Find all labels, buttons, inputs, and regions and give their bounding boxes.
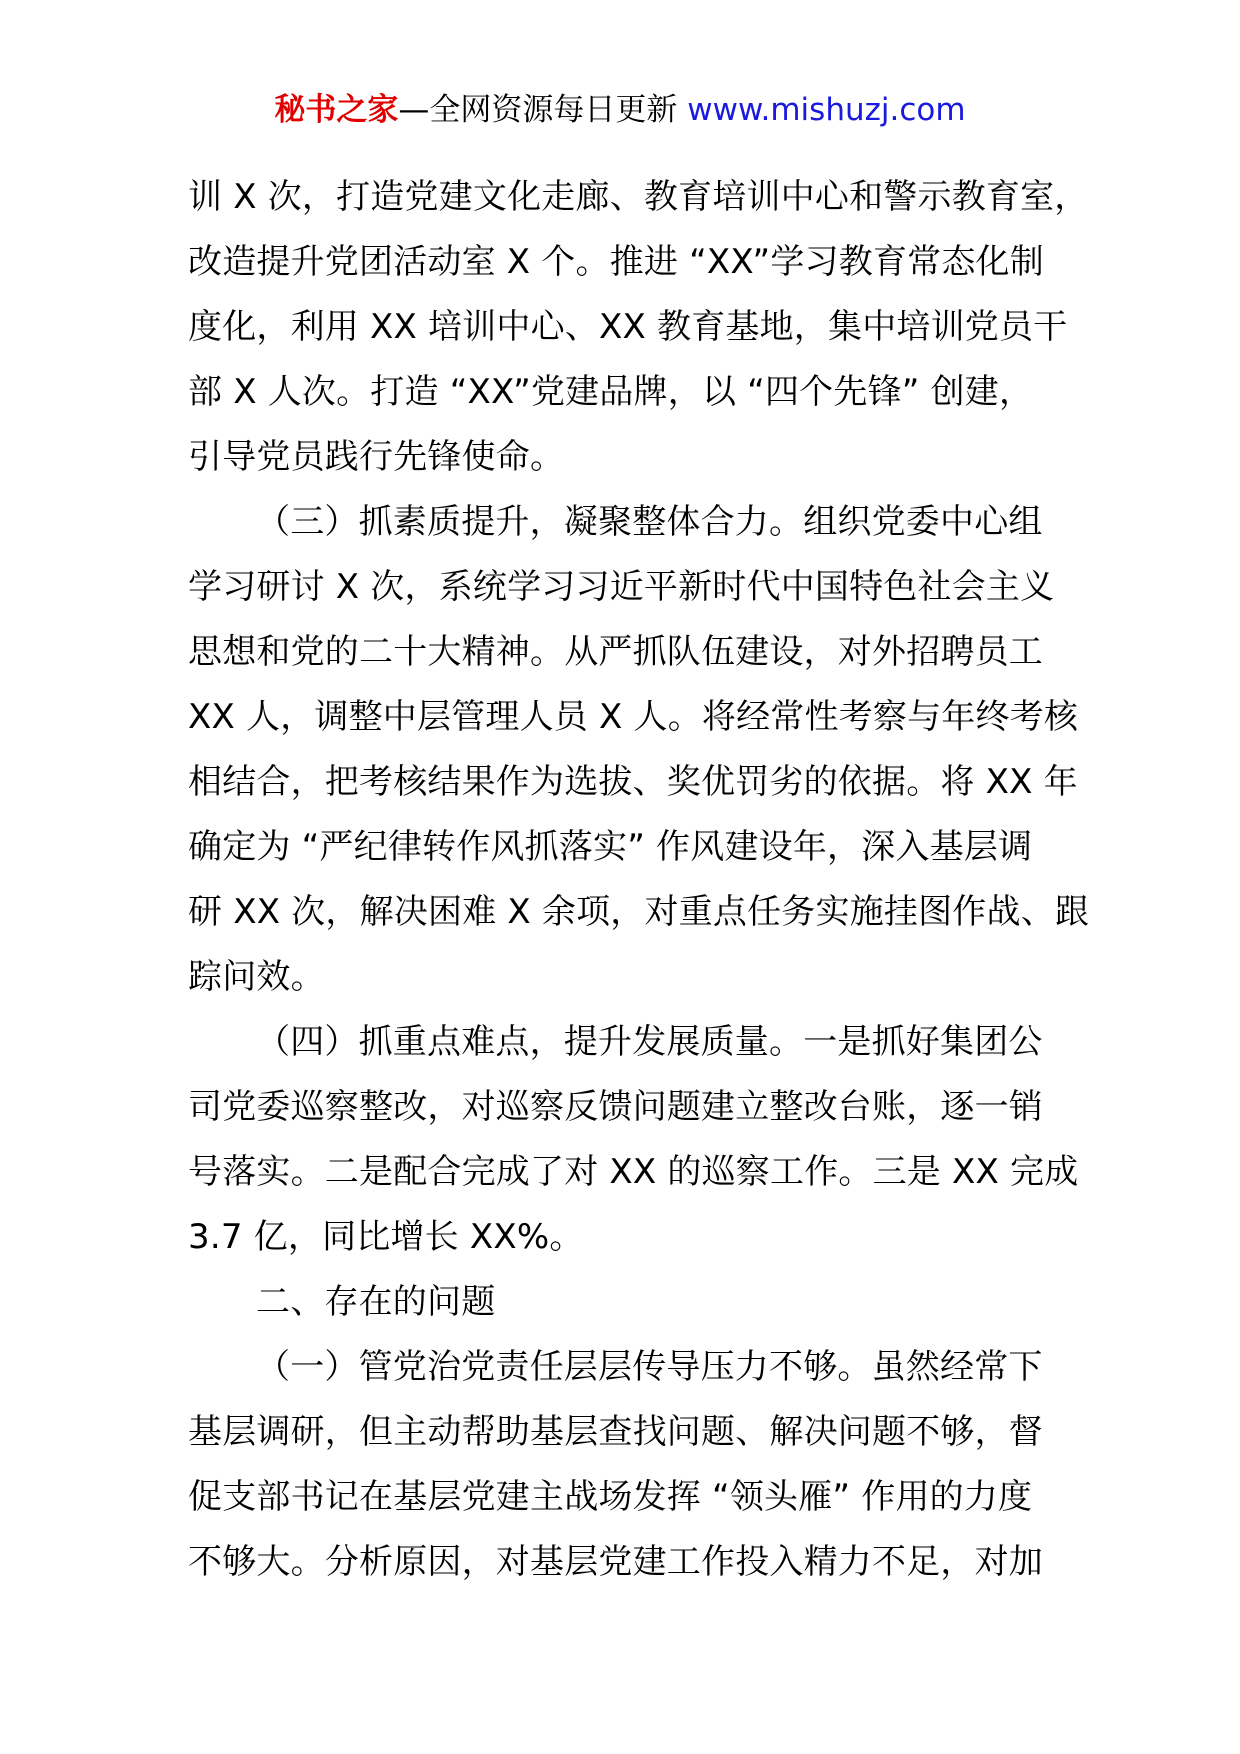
text-line: 部 X 人次。打造 “XX”党建品牌，以 “四个先锋” 创建， [188, 372, 1034, 412]
page-header [0, 88, 1240, 132]
text-line: 不够大。分析原因，对基层党建工作投入精力不足，对加 [188, 1542, 1043, 1582]
website-link[interactable]: www.mishuzj.com [687, 92, 966, 128]
document-body [188, 165, 1090, 1595]
text-line: 基层调研，但主动帮助基层查找问题、解决问题不够，督 [188, 1412, 1043, 1452]
text-line: 引导党员践行先锋使命。 [188, 437, 565, 477]
text-line: 改造提升党团活动室 X 个。推进 “XX”学习教育常态化制 [188, 242, 1044, 282]
text-line: 3.7 亿，同比增长 XX%。 [188, 1217, 584, 1257]
brand-name: 秘书之家 [274, 92, 399, 128]
text-line: XX 人，调整中层管理人员 X 人。将经常性考察与年终考核 [188, 697, 1079, 737]
text-line: 训 X 次，打造党建文化走廊、教育培训中心和警示教育室， [188, 177, 1089, 217]
text-line: 司党委巡察整改，对巡察反馈问题建立整改台账，逐一销 [188, 1087, 1043, 1127]
text-line: 研 XX 次，解决困难 X 余项，对重点任务实施挂图作战、跟 [188, 892, 1090, 932]
header-slogan: —全网资源每日更新 [398, 92, 688, 128]
text-line: 踪问效。 [188, 957, 325, 997]
text-line: （三）抓素质提升，凝聚整体合力。组织党委中心组 [256, 502, 1043, 542]
text-line: 确定为 “严纪律转作风抓落实” 作风建设年，深入基层调 [188, 827, 1033, 867]
text-line: 相结合，把考核结果作为选拔、奖优罚劣的依据。将 XX 年 [188, 762, 1078, 802]
text-line: （一）管党治党责任层层传导压力不够。虽然经常下 [256, 1347, 1043, 1387]
text-line: 思想和党的二十大精神。从严抓队伍建设，对外招聘员工 [188, 632, 1043, 672]
text-line: 度化，利用 XX 培训中心、XX 教育基地，集中培训党员干 [188, 307, 1068, 347]
text-line: 号落实。二是配合完成了对 XX 的巡察工作。三是 XX 完成 [188, 1152, 1079, 1192]
text-line: 促支部书记在基层党建主战场发挥 “领头雁” 作用的力度 [188, 1477, 1033, 1517]
text-line: 学习研讨 X 次，系统学习习近平新时代中国特色社会主义 [188, 567, 1055, 607]
text-line: 二、存在的问题 [256, 1282, 496, 1322]
text-line: （四）抓重点难点，提升发展质量。一是抓好集团公 [256, 1022, 1043, 1062]
